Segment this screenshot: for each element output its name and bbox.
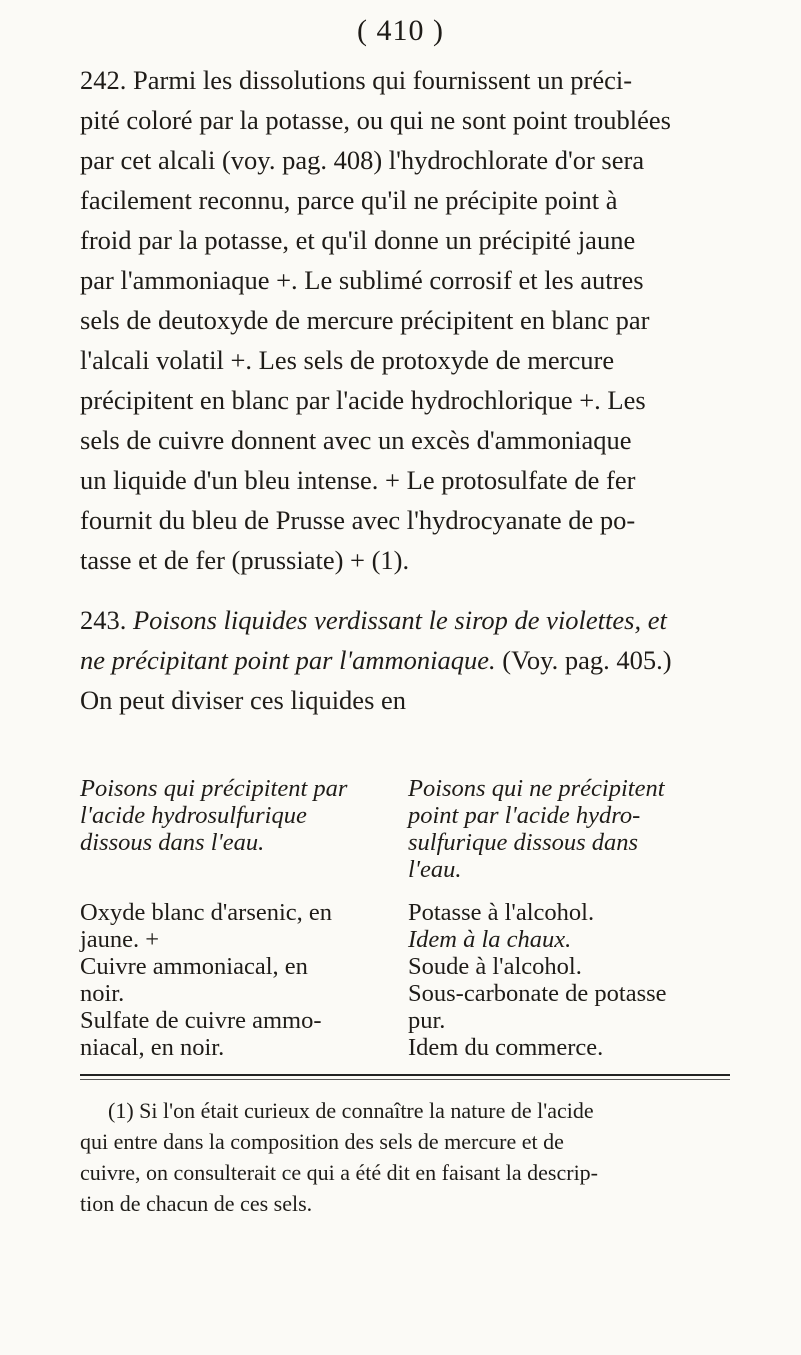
footnote-rule-thin (80, 1079, 730, 1080)
heading-line: Poisons qui précipitent par (80, 775, 348, 802)
text-line: par cet alcali (voy. pag. 408) l'hydrochlorate d'or sera (80, 145, 645, 175)
footnote-line: cuivre, on consulterait ce qui a été dit en faisant la descrip- (80, 1160, 599, 1185)
list-item: Oxyde blanc d'arsenic, en (80, 899, 333, 926)
page-number: ( 410 ) (357, 14, 444, 47)
text-line: tasse et de fer (prussiate) + (1). (80, 545, 410, 575)
footnote (80, 1095, 728, 1219)
heading-line: sulfurique dissous dans (408, 829, 639, 856)
text-line: pité coloré par la potasse, ou qui ne sont point troublées (80, 105, 671, 135)
list-item: Sulfate de cuivre ammo- (80, 1007, 322, 1034)
paragraph-243 (80, 600, 726, 720)
list-item: Idem du commerce. (408, 1034, 604, 1061)
list-item: noir. (80, 980, 125, 1007)
left-column-heading (80, 775, 380, 856)
section-ref: (Voy. pag. 405.) (502, 645, 672, 675)
text-line: facilement reconnu, parce qu'il ne précipite point à (80, 185, 618, 215)
list-item: Soude à l'alcohol. (408, 953, 582, 980)
text-line: sels de deutoxyde de mercure précipitent en blanc par (80, 305, 650, 335)
section-intro: On peut diviser ces liquides en (80, 685, 407, 715)
text-line: 242. Parmi les dissolutions qui fournissent un préci- (80, 65, 633, 95)
heading-line: point par l'acide hydro- (408, 802, 641, 829)
list-item: pur. (408, 1007, 446, 1034)
heading-line: Poisons qui ne précipitent (408, 775, 665, 802)
text-line: par l'ammoniaque +. Le sublimé corrosif et les autres (80, 265, 644, 295)
section-title (80, 600, 726, 640)
text-line: sels de cuivre donnent avec un excès d'ammoniaque (80, 425, 632, 455)
section-number: 243. (80, 605, 127, 635)
footnote-line: qui entre dans la composition des sels de mercure et de (80, 1129, 564, 1154)
list-item: niacal, en noir. (80, 1034, 225, 1061)
text-line: froid par la potasse, et qu'il donne un précipité jaune (80, 225, 636, 255)
text-line: précipitent en blanc par l'acide hydrochlorique +. Les (80, 385, 646, 415)
text-line: un liquide d'un bleu intense. + Le protosulfate de fer (80, 465, 636, 495)
footnote-rule (80, 1074, 730, 1076)
section-title-line1: Poisons liquides verdissant le sirop de violettes, et (133, 605, 667, 635)
heading-line: l'eau. (408, 856, 462, 883)
footnote-line: (1) Si l'on était curieux de connaître la nature de l'acide (108, 1098, 594, 1123)
text-line: fournit du bleu de Prusse avec l'hydrocyanate de po- (80, 505, 636, 535)
list-item: Potasse à l'alcohol. (408, 899, 595, 926)
section-title-line2: ne précipitant point par l'ammoniaque. (80, 645, 496, 675)
section-title-cont (80, 640, 726, 680)
list-item: jaune. + (80, 926, 160, 953)
right-column-heading (408, 775, 738, 883)
right-column-list (408, 899, 738, 1061)
list-item: Sous-carbonate de potasse (408, 980, 667, 1007)
list-item: Idem à la chaux. (408, 926, 572, 953)
paragraph-242 (80, 60, 726, 580)
left-column-list (80, 899, 380, 1061)
heading-line: l'acide hydrosulfurique (80, 802, 307, 829)
footnote-line: tion de chacun de ces sels. (80, 1191, 313, 1216)
list-item: Cuivre ammoniacal, en (80, 953, 308, 980)
text-line: l'alcali volatil +. Les sels de protoxyde de mercure (80, 345, 615, 375)
heading-line: dissous dans l'eau. (80, 829, 265, 856)
